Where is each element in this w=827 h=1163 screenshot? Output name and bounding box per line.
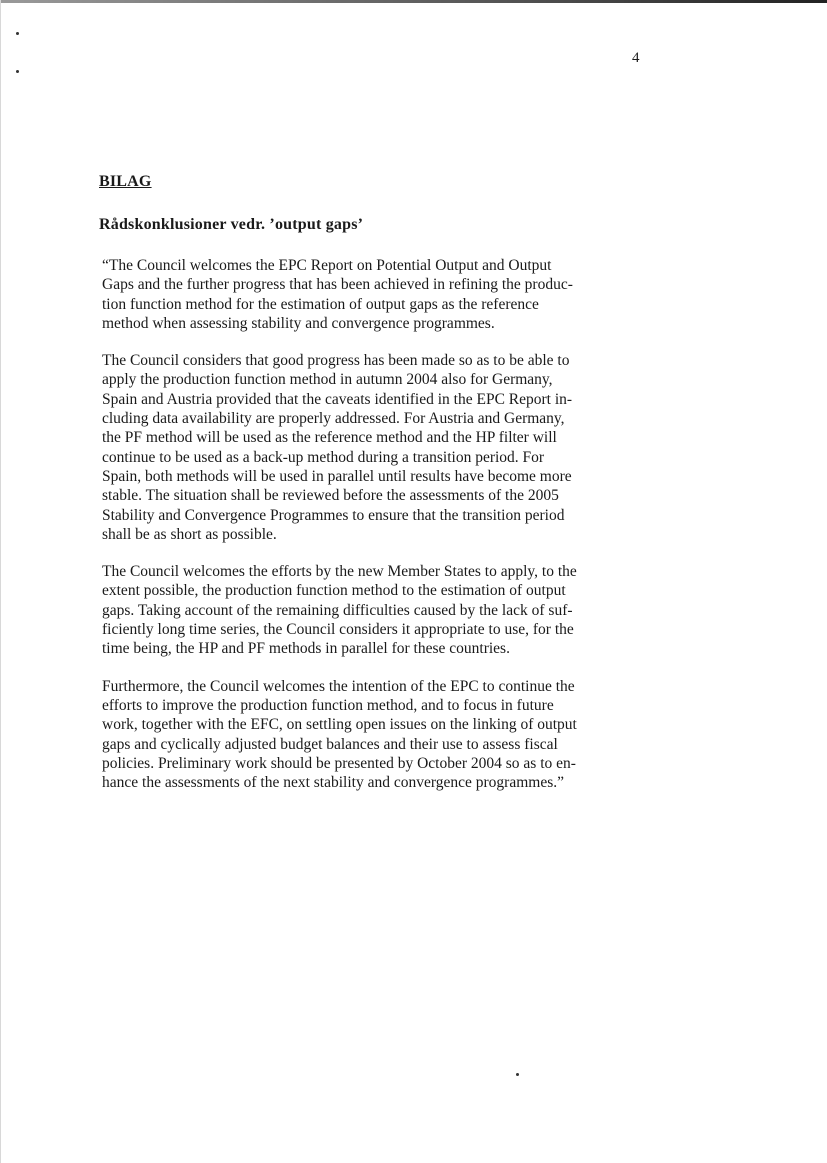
annex-heading: BILAG bbox=[99, 173, 152, 190]
text-line: The Council considers that good progress has been made so as to be able to bbox=[102, 352, 570, 370]
text-line: the PF method will be used as the reference method and the HP filter will bbox=[102, 429, 557, 447]
text-line: hance the assessments of the next stability and convergence programmes.” bbox=[102, 774, 564, 792]
text-line: apply the production function method in autumn 2004 also for Germany, bbox=[102, 371, 553, 389]
scan-speck bbox=[516, 1073, 519, 1076]
text-line: tion function method for the estimation of output gaps as the reference bbox=[102, 295, 539, 313]
scan-edge-left bbox=[0, 0, 1, 1163]
text-line: work, together with the EFC, on settling open issues on the linking of output bbox=[102, 716, 577, 734]
text-line: Gaps and the further progress that has been achieved in refining the produc- bbox=[102, 276, 573, 294]
text-line: ficiently long time series, the Council considers it appropriate to use, for the bbox=[102, 621, 574, 639]
text-line: Spain and Austria provided that the caveats identified in the EPC Report in- bbox=[102, 390, 573, 408]
paragraph-4 bbox=[102, 677, 622, 793]
scan-edge-top bbox=[0, 0, 827, 3]
text-line: efforts to improve the production function method, and to focus in future bbox=[102, 696, 554, 714]
text-line: method when assessing stability and convergence programmes. bbox=[102, 314, 495, 332]
text-line: cluding data availability are properly addressed. For Austria and Germany, bbox=[102, 410, 565, 428]
text-line: Furthermore, the Council welcomes the intention of the EPC to continue the bbox=[102, 677, 575, 695]
scan-speck bbox=[16, 70, 19, 73]
text-line: policies. Preliminary work should be presented by October 2004 so as to en- bbox=[102, 754, 576, 772]
text-line: extent possible, the production function method to the estimation of output bbox=[102, 582, 566, 600]
paragraph-2 bbox=[102, 351, 622, 544]
paragraph-3 bbox=[102, 562, 622, 658]
text-line: “The Council welcomes the EPC Report on Potential Output and Output bbox=[102, 257, 552, 274]
section-title: Rådskonklusioner vedr. ’output gaps’ bbox=[99, 216, 364, 233]
text-line: shall be as short as possible. bbox=[102, 525, 277, 543]
text-line: stable. The situation shall be reviewed before the assessments of the 2005 bbox=[102, 487, 559, 505]
paragraph-1 bbox=[102, 256, 622, 333]
page-number: 4 bbox=[632, 50, 640, 66]
conclusions-body bbox=[102, 256, 622, 810]
scan-speck bbox=[16, 32, 19, 35]
text-line: The Council welcomes the efforts by the new Member States to apply, to the bbox=[102, 563, 577, 581]
text-line: Stability and Convergence Programmes to ensure that the transition period bbox=[102, 506, 565, 524]
text-line: Spain, both methods will be used in parallel until results have become more bbox=[102, 467, 572, 485]
text-line: continue to be used as a back-up method during a transition period. For bbox=[102, 448, 545, 466]
text-line: gaps. Taking account of the remaining difficulties caused by the lack of suf- bbox=[102, 601, 573, 619]
text-line: gaps and cyclically adjusted budget balances and their use to assess fiscal bbox=[102, 735, 558, 753]
text-line: time being, the HP and PF methods in parallel for these countries. bbox=[102, 640, 510, 658]
